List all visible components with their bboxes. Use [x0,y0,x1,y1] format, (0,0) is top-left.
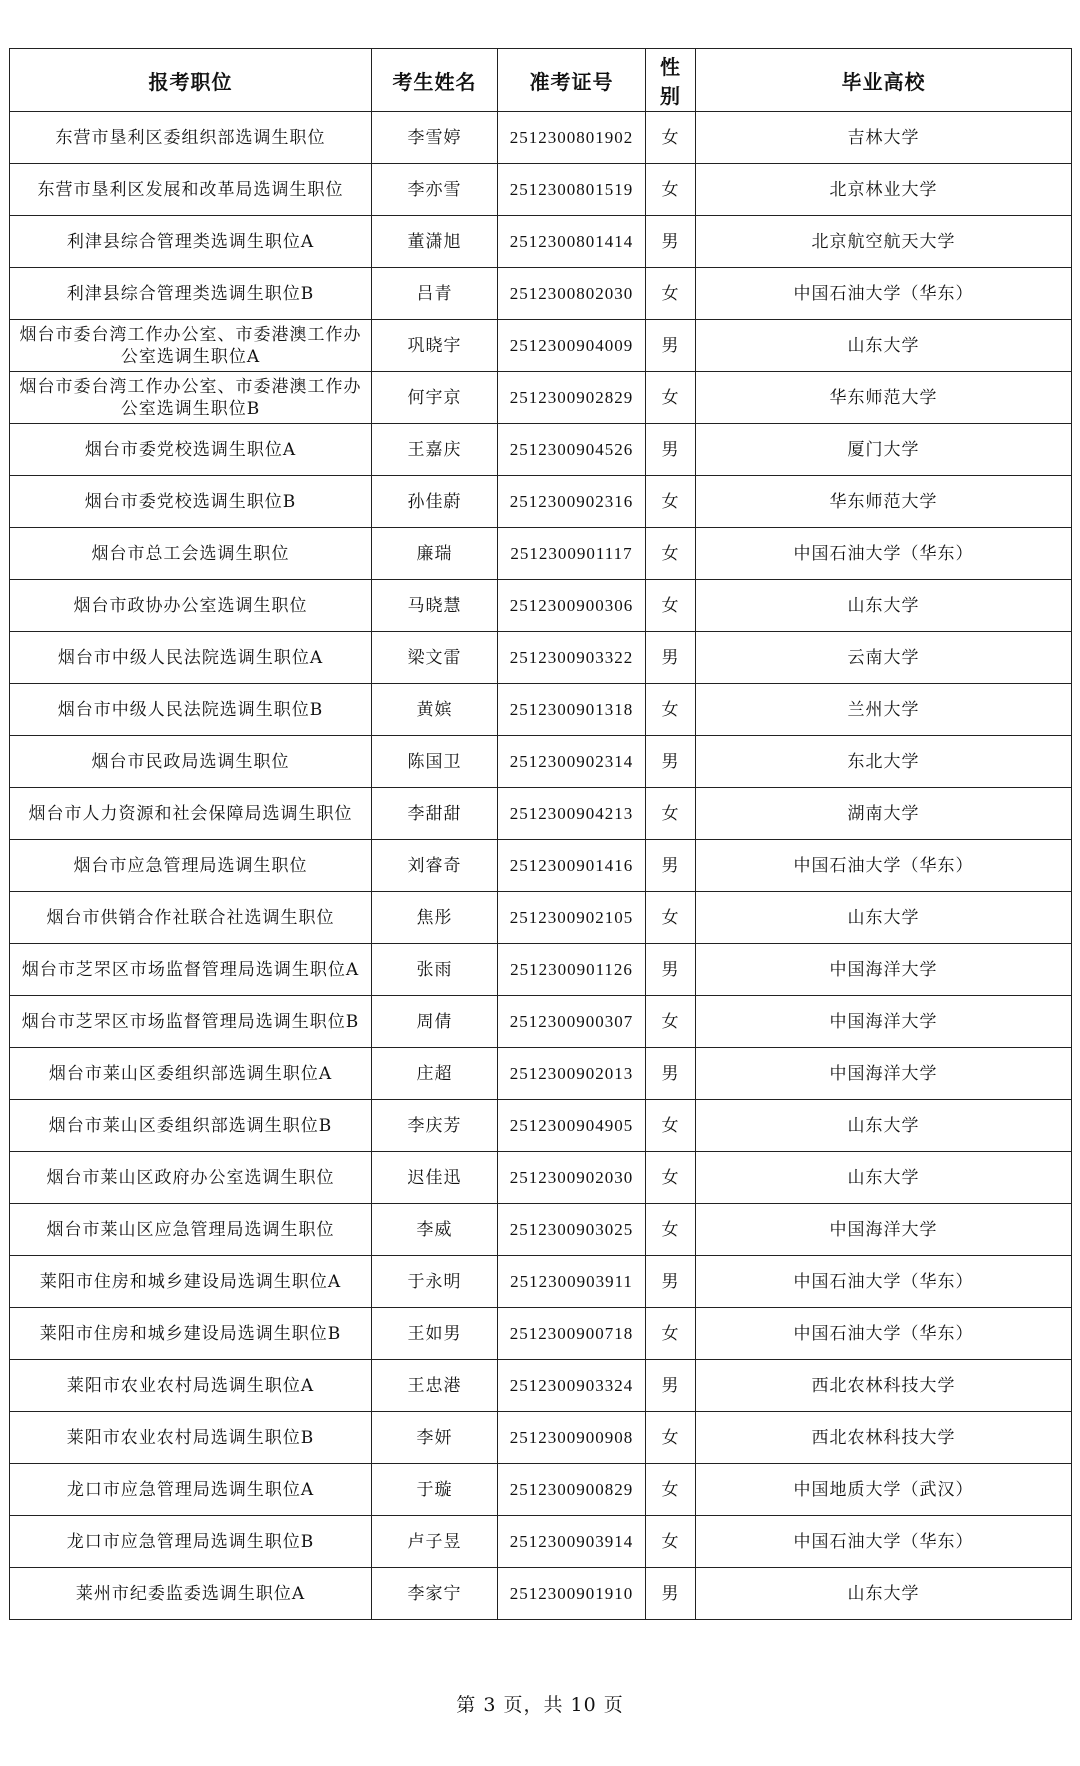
cell-name: 黄嫔 [372,684,498,736]
table-row [10,476,1072,528]
cell-school: 吉林大学 [696,112,1072,164]
cell-gender: 女 [646,892,696,944]
cell-gender: 女 [646,1100,696,1152]
header-gender: 性别 [646,49,696,112]
cell-name: 迟佳迅 [372,1152,498,1204]
table-row [10,736,1072,788]
cell-position: 烟台市民政局选调生职位 [10,736,372,788]
cell-exam-id: 2512300903914 [498,1516,646,1568]
cell-position: 莱州市纪委监委选调生职位A [10,1568,372,1620]
cell-position: 利津县综合管理类选调生职位A [10,216,372,268]
cell-school: 云南大学 [696,632,1072,684]
table-row [10,1048,1072,1100]
cell-school: 山东大学 [696,1152,1072,1204]
cell-position: 烟台市委台湾工作办公室、市委港澳工作办公室选调生职位B [10,372,372,424]
table-row [10,216,1072,268]
cell-exam-id: 2512300901318 [498,684,646,736]
cell-position: 烟台市应急管理局选调生职位 [10,840,372,892]
header-name: 考生姓名 [372,49,498,112]
cell-exam-id: 2512300902829 [498,372,646,424]
cell-name: 孙佳蔚 [372,476,498,528]
cell-name: 巩晓宇 [372,320,498,372]
cell-position: 烟台市芝罘区市场监督管理局选调生职位B [10,996,372,1048]
table-row [10,268,1072,320]
cell-gender: 男 [646,1256,696,1308]
cell-exam-id: 2512300902105 [498,892,646,944]
cell-position: 东营市垦利区委组织部选调生职位 [10,112,372,164]
cell-exam-id: 2512300900718 [498,1308,646,1360]
table-row [10,684,1072,736]
table-row [10,892,1072,944]
cell-school: 中国石油大学（华东） [696,268,1072,320]
cell-gender: 男 [646,1360,696,1412]
cell-gender: 女 [646,1516,696,1568]
cell-name: 卢子昱 [372,1516,498,1568]
table-row [10,1204,1072,1256]
cell-position: 龙口市应急管理局选调生职位A [10,1464,372,1516]
cell-position: 烟台市中级人民法院选调生职位A [10,632,372,684]
cell-gender: 女 [646,684,696,736]
cell-name: 焦彤 [372,892,498,944]
table-row [10,424,1072,476]
cell-gender: 男 [646,216,696,268]
cell-position: 东营市垦利区发展和改革局选调生职位 [10,164,372,216]
cell-gender: 女 [646,1464,696,1516]
cell-school: 东北大学 [696,736,1072,788]
page-number: 第 3 页，共 10 页 [456,1694,624,1716]
cell-name: 王忠港 [372,1360,498,1412]
cell-school: 中国石油大学（华东） [696,528,1072,580]
cell-school: 西北农林科技大学 [696,1412,1072,1464]
cell-school: 山东大学 [696,320,1072,372]
table-row [10,1100,1072,1152]
cell-school: 山东大学 [696,1100,1072,1152]
cell-exam-id: 2512300802030 [498,268,646,320]
cell-name: 李庆芳 [372,1100,498,1152]
cell-exam-id: 2512300901910 [498,1568,646,1620]
cell-position: 烟台市莱山区应急管理局选调生职位 [10,1204,372,1256]
cell-exam-id: 2512300904905 [498,1100,646,1152]
cell-exam-id: 2512300903911 [498,1256,646,1308]
cell-gender: 女 [646,1204,696,1256]
cell-gender: 男 [646,840,696,892]
table-row [10,1308,1072,1360]
cell-name: 庄超 [372,1048,498,1100]
cell-gender: 男 [646,424,696,476]
cell-gender: 女 [646,996,696,1048]
cell-name: 李雪婷 [372,112,498,164]
cell-name: 于永明 [372,1256,498,1308]
cell-gender: 女 [646,1412,696,1464]
cell-position: 烟台市供销合作社联合社选调生职位 [10,892,372,944]
cell-school: 中国石油大学（华东） [696,1256,1072,1308]
cell-name: 于璇 [372,1464,498,1516]
cell-name: 张雨 [372,944,498,996]
cell-exam-id: 2512300903322 [498,632,646,684]
cell-school: 中国石油大学（华东） [696,1308,1072,1360]
cell-gender: 男 [646,736,696,788]
cell-name: 廉瑞 [372,528,498,580]
cell-gender: 男 [646,320,696,372]
cell-exam-id: 2512300903025 [498,1204,646,1256]
cell-gender: 女 [646,788,696,840]
cell-position: 烟台市人力资源和社会保障局选调生职位 [10,788,372,840]
cell-name: 王如男 [372,1308,498,1360]
cell-exam-id: 2512300902013 [498,1048,646,1100]
table-row [10,632,1072,684]
table-row [10,112,1072,164]
cell-name: 李妍 [372,1412,498,1464]
cell-exam-id: 2512300900829 [498,1464,646,1516]
cell-gender: 男 [646,632,696,684]
cell-school: 华东师范大学 [696,476,1072,528]
cell-position: 烟台市委党校选调生职位B [10,476,372,528]
header-school: 毕业高校 [696,49,1072,112]
table-header-row [10,49,1072,112]
cell-school: 中国海洋大学 [696,1204,1072,1256]
cell-gender: 女 [646,112,696,164]
cell-position: 烟台市莱山区委组织部选调生职位A [10,1048,372,1100]
cell-position: 莱阳市农业农村局选调生职位A [10,1360,372,1412]
table-row [10,320,1072,372]
cell-school: 山东大学 [696,1568,1072,1620]
cell-exam-id: 2512300902314 [498,736,646,788]
cell-name: 李亦雪 [372,164,498,216]
table-row [10,372,1072,424]
table-row [10,164,1072,216]
cell-exam-id: 2512300902316 [498,476,646,528]
cell-position: 莱阳市住房和城乡建设局选调生职位A [10,1256,372,1308]
table-row [10,1256,1072,1308]
table-row [10,1152,1072,1204]
cell-name: 李威 [372,1204,498,1256]
cell-exam-id: 2512300901117 [498,528,646,580]
cell-position: 莱阳市住房和城乡建设局选调生职位B [10,1308,372,1360]
cell-exam-id: 2512300900908 [498,1412,646,1464]
table-row [10,788,1072,840]
header-position: 报考职位 [10,49,372,112]
cell-school: 湖南大学 [696,788,1072,840]
cell-position: 烟台市总工会选调生职位 [10,528,372,580]
cell-name: 董潇旭 [372,216,498,268]
cell-exam-id: 2512300900306 [498,580,646,632]
cell-gender: 女 [646,372,696,424]
table-row [10,1360,1072,1412]
cell-school: 厦门大学 [696,424,1072,476]
cell-gender: 女 [646,476,696,528]
table-row [10,996,1072,1048]
cell-position: 烟台市莱山区政府办公室选调生职位 [10,1152,372,1204]
table-row [10,1412,1072,1464]
cell-gender: 男 [646,1048,696,1100]
cell-exam-id: 2512300801414 [498,216,646,268]
table-row [10,528,1072,580]
cell-school: 中国海洋大学 [696,1048,1072,1100]
cell-gender: 女 [646,1308,696,1360]
cell-exam-id: 2512300902030 [498,1152,646,1204]
cell-exam-id: 2512300904009 [498,320,646,372]
cell-school: 北京航空航天大学 [696,216,1072,268]
cell-name: 陈国卫 [372,736,498,788]
cell-exam-id: 2512300903324 [498,1360,646,1412]
cell-name: 李甜甜 [372,788,498,840]
candidate-table [9,48,1072,1620]
cell-position: 莱阳市农业农村局选调生职位B [10,1412,372,1464]
cell-gender: 女 [646,268,696,320]
cell-exam-id: 2512300904213 [498,788,646,840]
cell-gender: 女 [646,164,696,216]
cell-position: 烟台市委党校选调生职位A [10,424,372,476]
cell-school: 中国石油大学（华东） [696,1516,1072,1568]
cell-gender: 男 [646,1568,696,1620]
cell-position: 龙口市应急管理局选调生职位B [10,1516,372,1568]
cell-exam-id: 2512300904526 [498,424,646,476]
table-row [10,1568,1072,1620]
cell-gender: 女 [646,1152,696,1204]
cell-school: 中国石油大学（华东） [696,840,1072,892]
table-body [10,112,1072,1620]
cell-name: 吕青 [372,268,498,320]
cell-gender: 女 [646,528,696,580]
cell-name: 王嘉庆 [372,424,498,476]
cell-exam-id: 2512300901416 [498,840,646,892]
cell-name: 马晓慧 [372,580,498,632]
cell-school: 北京林业大学 [696,164,1072,216]
cell-position: 烟台市政协办公室选调生职位 [10,580,372,632]
cell-school: 中国海洋大学 [696,996,1072,1048]
cell-school: 华东师范大学 [696,372,1072,424]
cell-name: 周倩 [372,996,498,1048]
cell-exam-id: 2512300901126 [498,944,646,996]
cell-exam-id: 2512300801519 [498,164,646,216]
cell-school: 中国海洋大学 [696,944,1072,996]
cell-gender: 女 [646,580,696,632]
cell-gender: 男 [646,944,696,996]
table-row [10,580,1072,632]
document-page [9,48,1071,1620]
cell-school: 西北农林科技大学 [696,1360,1072,1412]
cell-school: 山东大学 [696,892,1072,944]
cell-school: 兰州大学 [696,684,1072,736]
table-row [10,840,1072,892]
cell-position: 烟台市莱山区委组织部选调生职位B [10,1100,372,1152]
table-row [10,1464,1072,1516]
cell-position: 烟台市中级人民法院选调生职位B [10,684,372,736]
cell-name: 刘睿奇 [372,840,498,892]
cell-position: 烟台市芝罘区市场监督管理局选调生职位A [10,944,372,996]
cell-school: 山东大学 [696,580,1072,632]
cell-name: 李家宁 [372,1568,498,1620]
header-exam-id: 准考证号 [498,49,646,112]
cell-position: 烟台市委台湾工作办公室、市委港澳工作办公室选调生职位A [10,320,372,372]
table-row [10,944,1072,996]
table-row [10,1516,1072,1568]
cell-name: 梁文雷 [372,632,498,684]
cell-school: 中国地质大学（武汉） [696,1464,1072,1516]
cell-position: 利津县综合管理类选调生职位B [10,268,372,320]
cell-exam-id: 2512300900307 [498,996,646,1048]
cell-exam-id: 2512300801902 [498,112,646,164]
cell-name: 何宇京 [372,372,498,424]
